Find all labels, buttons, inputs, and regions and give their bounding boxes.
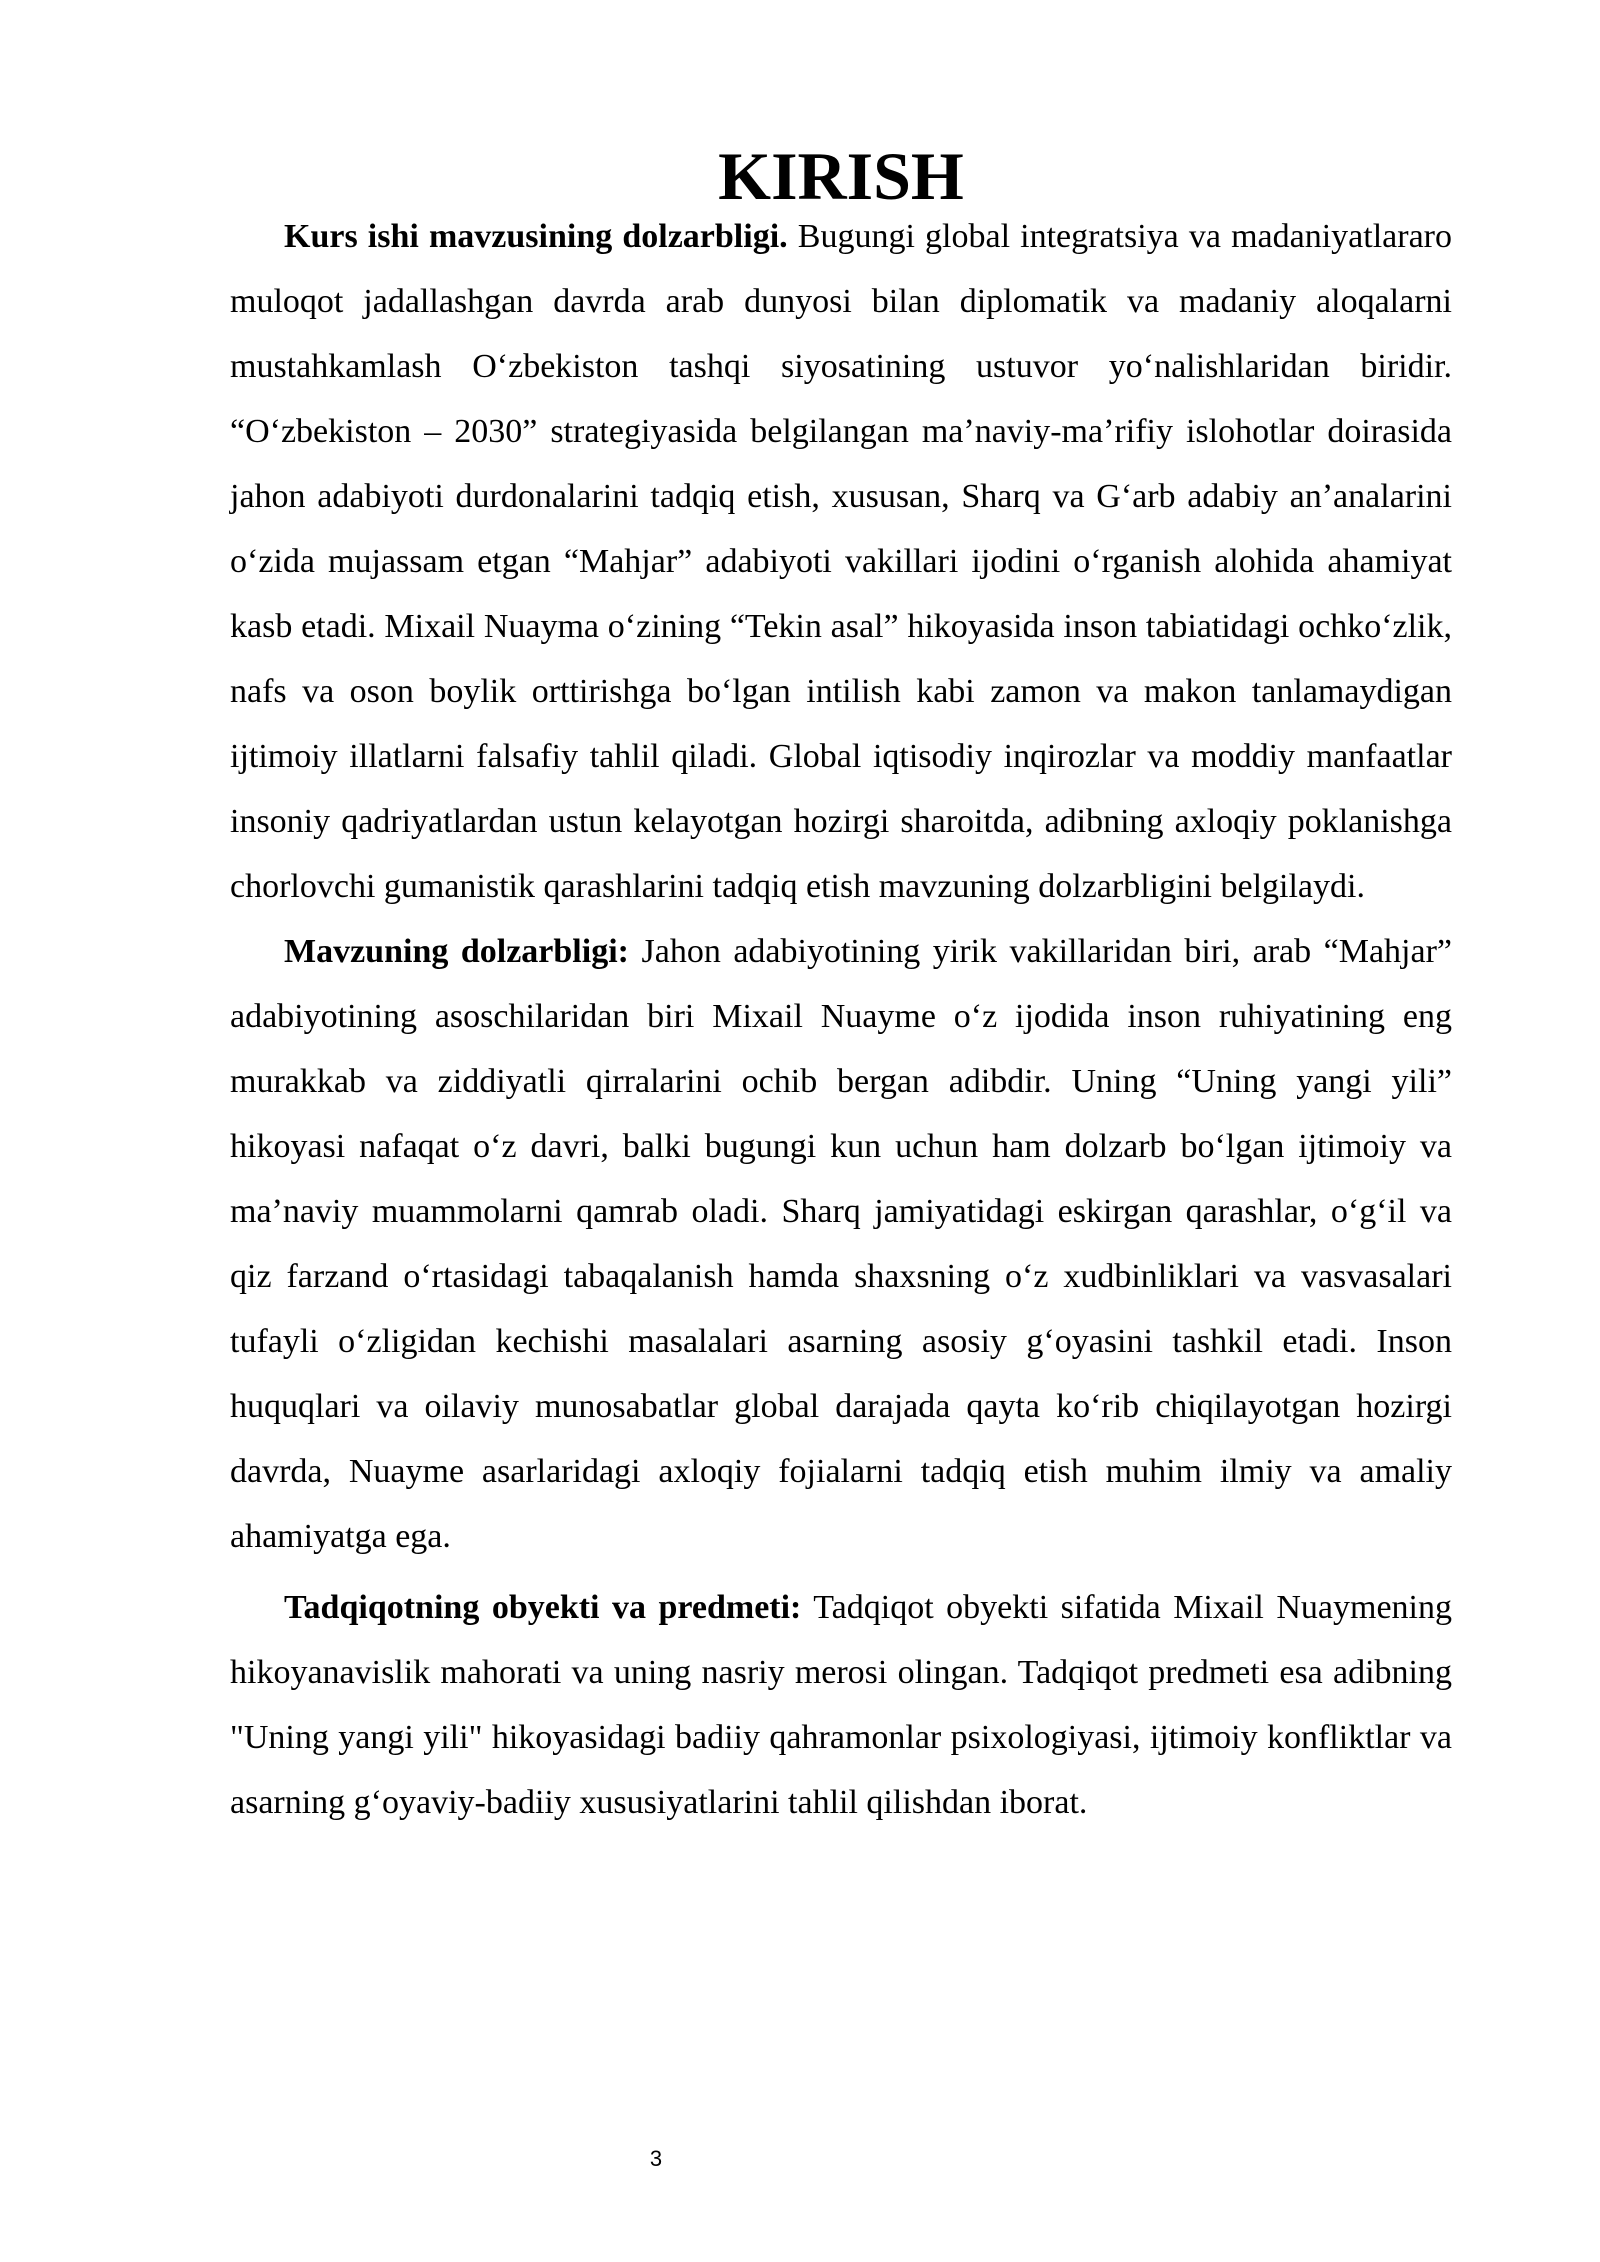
paragraph-topic-relevance [230,204,1452,919]
paragraph-text: Jahon adabiyotining yirik vakillaridan biri, arab “Mahjar” adabiyotining asoschilaridan biri Mixail Nuayme oʻz ijodida inson ruhiyatining eng murakkab va ziddiyatli qirralarini ochib bergan adibdir. Uning “Uning yangi yili” hikoyasi nafaqat oʻz davri, balki bugungi kun uchun ham dolzarb boʻlgan ijtimoiy va maʼnaviy muammolarni qamrab oladi. Sharq jamiyatidagi eskirgan qarashlar, oʻgʻil va qiz farzand oʻrtasidagi tabaqalanish hamda shaxsning oʻz xudbinliklari va vasvasalari tufayli oʻzligidan kechishi masalalari asarning asosiy gʻoyasini tashkil etadi. Inson huquqlari va oilaviy munosabatlar global darajada qayta koʻrib chiqilayotgan hozirgi davrda, Nuayme asarlaridagi axloqiy fojialarni tadqiq etish muhim ilmiy va amaliy ahamiyatga ega. [230,933,1453,1555]
paragraph-text: Bugungi global integratsiya va madaniyatlararo muloqot jadallashgan davrda arab dunyosi bilan diplomatik va madaniy aloqalarni mustahkamlash Oʻzbekiston tashqi siyosatining ustuvor yoʻnalishlaridan biridir. “Oʻzbekiston – 2030” strategiyasida belgilangan maʼnaviy-maʼrifiy islohotlar doirasida jahon adabiyoti durdonalarini tadqiq etish, xususan, Sharq va Gʻarb adabiy anʼanalarini oʻzida mujassam etgan “Mahjar” adabiyoti vakillari ijodini oʻrganish alohida ahamiyat kasb etadi. Mixail Nuayma oʻzining “Tekin asal” hikoyasida inson tabiatidagi ochkoʻzlik, nafs va oson boylik orttirishga boʻlgan intilish kabi zamon va makon tanlamaydigan ijtimoiy illatlarni falsafiy tahlil qiladi. Global iqtisodiy inqirozlar va moddiy manfaatlar insoniy qadriyatlardan ustun kelayotgan hozirgi sharoitda, adibning axloqiy poklanishga chorlovchi gumanistik qarashlarini tadqiq etish mavzuning dolzarbligini belgilaydi. [230,218,1452,905]
page-number: 3 [649,2146,663,2171]
page-body [230,138,1453,1835]
paragraph-heading: Kurs ishi mavzusining dolzarbligi. [284,218,788,255]
page-title: KIRISH [718,138,964,214]
paragraph-text: Tadqiqot obyekti sifatida Mixail Nuaymening hikoyanavislik mahorati va uning nasriy merosi olingan. Tadqiqot predmeti esa adibning "Uning yangi yili" hikoyasidagi badiiy qahramonlar psixologiyasi, ijtimoiy konfliktlar va asarning gʻoyaviy-badiiy xususiyatlarini tahlil qilishdan iborat. [230,1589,1452,1821]
paragraph-heading: Mavzuning dolzarbligi: [284,933,629,970]
paragraph-subject-relevance [230,919,1452,1569]
paragraph-research-object [230,1575,1452,1835]
paragraph-heading: Tadqiqotning obyekti va predmeti: [284,1589,802,1626]
